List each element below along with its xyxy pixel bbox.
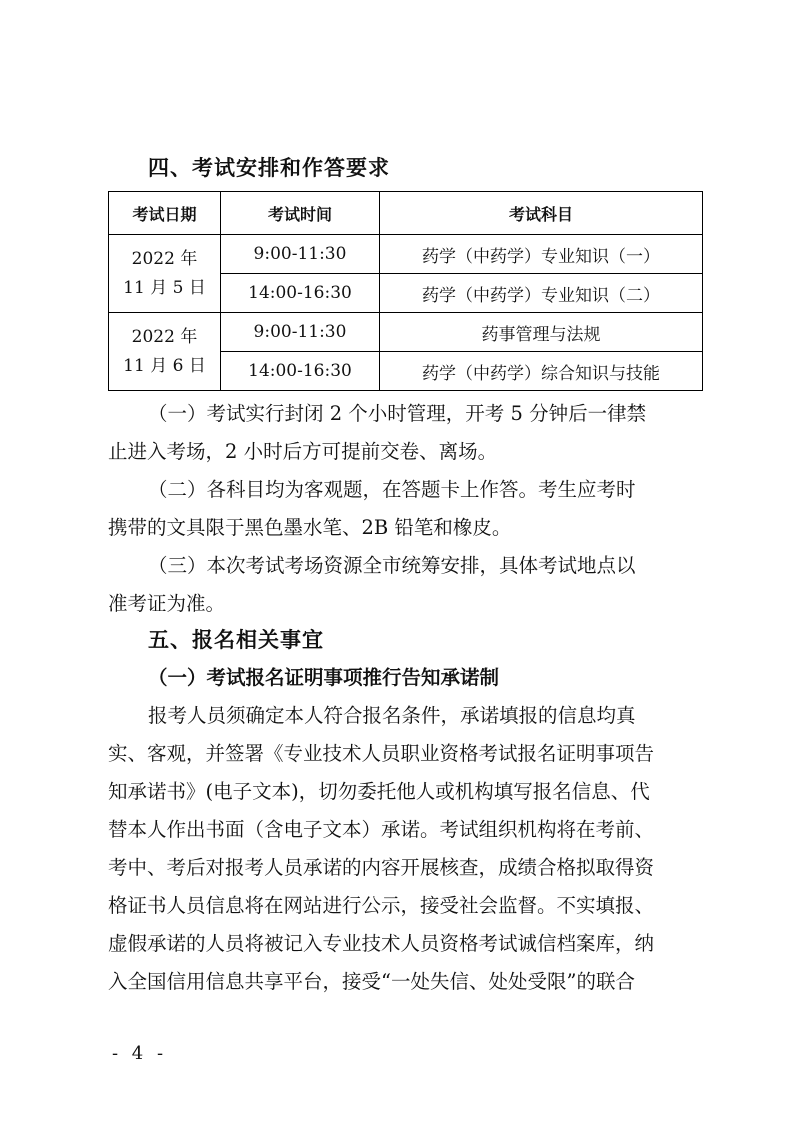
exam-schedule-table [108,191,703,391]
date-day: 11 月 6 日 [123,355,206,376]
exam-date-cell [109,313,221,391]
section-heading-exam-arrangement: 四、考试安排和作答要求 [148,156,390,180]
body-line: 报考人员须确定本人符合报名条件，承诺填报的信息均真 [148,704,636,727]
body-line: 替本人作出书面（含电子文本）承诺。考试组织机构将在考前、 [108,818,655,841]
exam-time-cell: 14:00-16:30 [221,274,380,313]
subheading-notification-commitment: （一）考试报名证明事项推行告知承诺制 [148,666,500,689]
date-day: 11 月 5 日 [123,277,206,298]
rule-2-line-2: 携带的文具限于黑色墨水笔、2B 铅笔和橡皮。 [108,516,512,539]
body-line: 实、客观，并签署《专业技术人员职业资格考试报名证明事项告 [108,742,655,765]
exam-time-cell: 9:00-11:30 [221,313,380,352]
body-line: 虚假承诺的人员将被记入专业技术人员资格考试诚信档案库，纳 [108,932,655,955]
exam-time-cell: 9:00-11:30 [221,235,380,274]
exam-subject-cell: 药事管理与法规 [380,313,703,352]
exam-date-cell [109,235,221,313]
section-heading-registration: 五、报名相关事宜 [148,628,324,652]
rule-1-line-1: （一）考试实行封闭 2 个小时管理，开考 5 分钟后一律禁 [148,402,647,425]
exam-time-cell: 14:00-16:30 [221,352,380,391]
rule-2-line-1: （二）各科目均为客观题，在答题卡上作答。考生应考时 [148,478,636,501]
header-exam-date: 考试日期 [109,192,221,235]
table-header-row [109,192,703,235]
exam-subject-cell: 药学（中药学）专业知识（二） [380,274,703,313]
table-row [109,235,703,274]
body-line: 考中、考后对报考人员承诺的内容开展核查，成绩合格拟取得资 [108,856,655,879]
rule-3-line-2: 准考证为准。 [108,592,226,615]
date-year: 2022 年 [131,326,198,347]
body-line: 格证书人员信息将在网站进行公示，接受社会监督。不实填报、 [108,894,655,917]
exam-subject-cell: 药学（中药学）综合知识与技能 [380,352,703,391]
header-exam-subject: 考试科目 [380,192,703,235]
body-line: 知承诺书》(电子文本)，切勿委托他人或机构填写报名信息、代 [108,780,650,803]
header-exam-time: 考试时间 [221,192,380,235]
body-line: 入全国信用信息共享平台，接受“一处失信、处处受限”的联合 [108,970,635,993]
page-number: - 4 - [112,1043,168,1064]
rule-1-line-2: 止进入考场，2 小时后方可提前交卷、离场。 [108,440,498,463]
date-year: 2022 年 [131,248,198,269]
exam-subject-cell: 药学（中药学）专业知识（一） [380,235,703,274]
table-row [109,313,703,352]
rule-3-line-1: （三）本次考试考场资源全市统筹安排，具体考试地点以 [148,554,636,577]
